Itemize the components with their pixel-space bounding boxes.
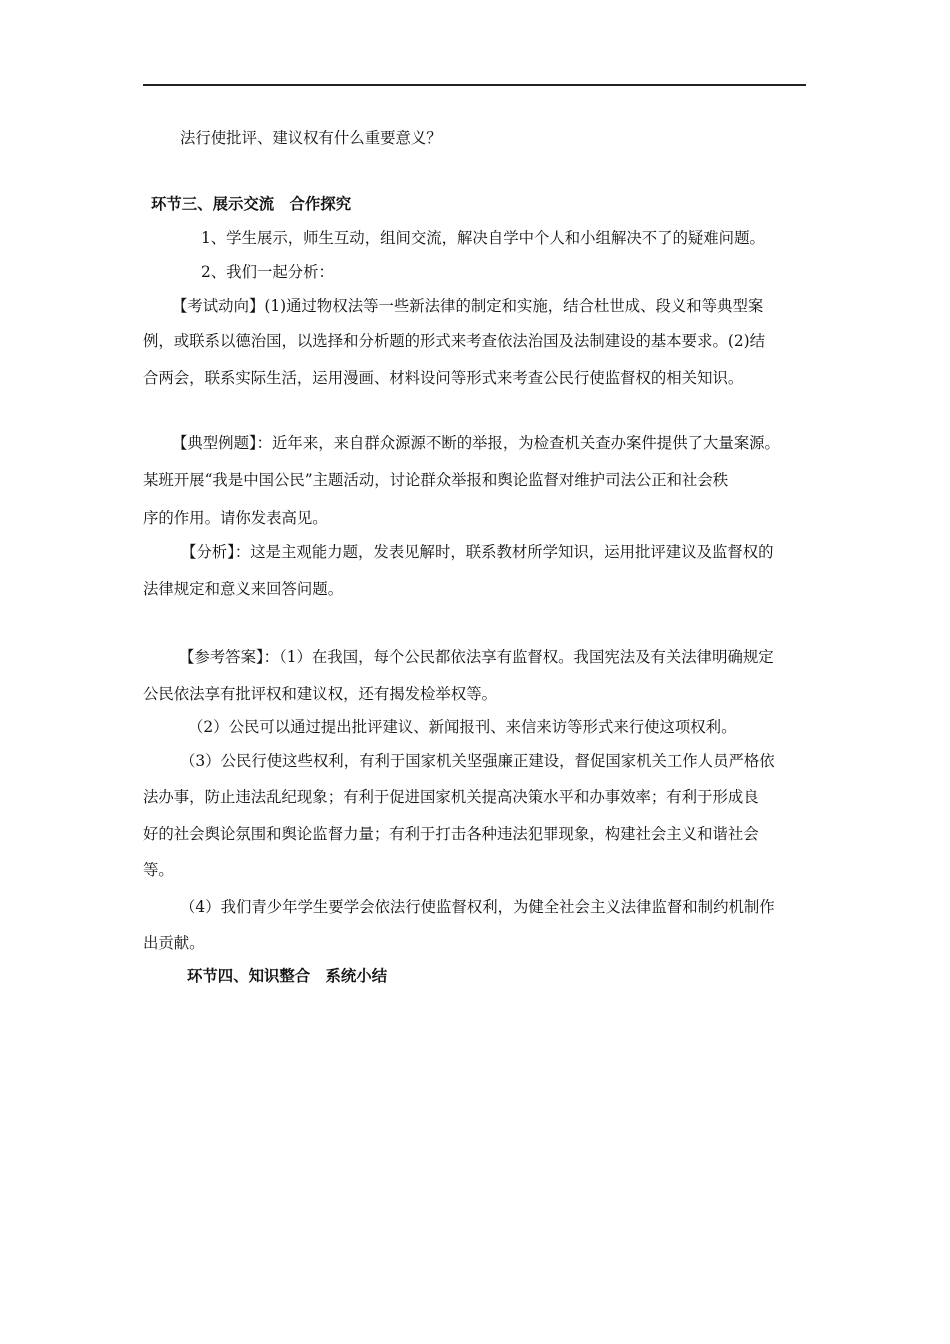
paragraph-line: （4）我们青少年学生要学会依法行使监督权利，为健全社会主义法律监督和制约机制作 bbox=[180, 898, 775, 916]
section-heading-4: 环节四、知识整合 系统小结 bbox=[187, 967, 388, 985]
paragraph-line: 2、我们一起分析： bbox=[201, 263, 334, 281]
paragraph-line: 等。 bbox=[143, 861, 174, 879]
paragraph-line: 【参考答案】：（1）在我国，每个公民都依法享有监督权。我国宪法及有关法律明确规定 bbox=[179, 648, 774, 666]
paragraph-line: 例，或联系以德治国，以选择和分析题的形式来考查依法治国及法制建设的基本要求。(2)结 bbox=[143, 332, 766, 350]
paragraph-line: 法办事，防止违法乱纪现象；有利于促进国家机关提高决策水平和办事效率；有利于形成良 bbox=[143, 788, 759, 806]
paragraph-line: 公民依法享有批评权和建议权，还有揭发检举权等。 bbox=[143, 685, 497, 703]
section-heading-3: 环节三、展示交流 合作探究 bbox=[151, 195, 352, 213]
paragraph-line: 序的作用。请你发表高见。 bbox=[143, 509, 328, 527]
paragraph-line: （3）公民行使这些权利，有利于国家机关坚强廉正建设，督促国家机关工作人员严格依 bbox=[180, 752, 775, 770]
paragraph-line: 某班开展“我是中国公民”主题活动，讨论群众举报和舆论监督对维护司法公正和社会秩 bbox=[143, 471, 729, 489]
paragraph-line: 好的社会舆论氛围和舆论监督力量；有利于打击各种违法犯罪现象，构建社会主义和谐社会 bbox=[143, 825, 759, 843]
paragraph-line: 【典型例题】：近年来，来自群众源源不断的举报，为检查机关查办案件提供了大量案源。 bbox=[172, 434, 780, 452]
paragraph-line: 合两会，联系实际生活，运用漫画、材料设问等形式来考查公民行使监督权的相关知识。 bbox=[143, 369, 744, 387]
paragraph-line: 1、学生展示，师生互动，组间交流，解决自学中个人和小组解决不了的疑难问题。 bbox=[201, 229, 765, 247]
question-line: 法行使批评、建议权有什么重要意义？ bbox=[180, 129, 442, 147]
header-rule bbox=[143, 84, 806, 86]
paragraph-line: 【分析】：这是主观能力题，发表见解时，联系教材所学知识，运用批评建议及监督权的 bbox=[181, 543, 774, 561]
paragraph-line: 【考试动向】(1)通过物权法等一些新法律的制定和实施，结合杜世成、段义和等典型案 bbox=[172, 297, 764, 315]
paragraph-line: （2）公民可以通过提出批评建议、新闻报刊、来信来访等形式来行使这项权利。 bbox=[188, 718, 737, 736]
paragraph-line: 法律规定和意义来回答问题。 bbox=[143, 580, 344, 598]
paragraph-line: 出贡献。 bbox=[143, 934, 205, 952]
